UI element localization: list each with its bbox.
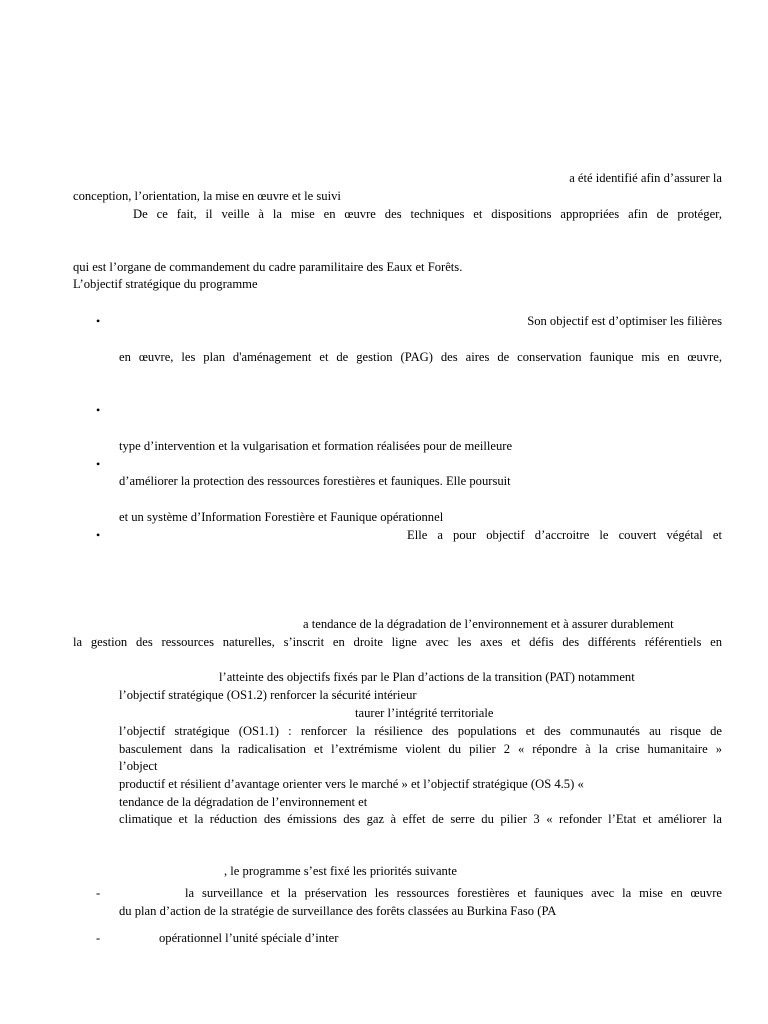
text-line: et un système d’Information Forestière et Faunique opérationnel <box>119 510 444 524</box>
text-line: la gestion des ressources naturelles, s’inscrit en droite ligne avec les axes et défis des différents référentiels en <box>73 635 722 649</box>
text-line: a tendance de la dégradation de l’environnement et à assurer durablement <box>303 617 674 631</box>
text-line: l’objectif stratégique (OS1.1) : renforcer la résilience des populations et des communautés au risque de <box>119 724 722 738</box>
text-line: climatique et la réduction des émissions des gaz à effet de serre du pilier 3 « refonder l’Etat et améliorer la <box>119 812 722 826</box>
bullet-marker: • <box>96 403 101 417</box>
text-line: De ce fait, il veille à la mise en œuvre des techniques et dispositions appropriées afin de protéger, <box>133 207 722 221</box>
text-line: tendance de la dégradation de l’environnement et <box>119 795 368 809</box>
text-line: opérationnel l’unité spéciale d’inter <box>159 931 339 945</box>
dash-marker: - <box>96 931 101 945</box>
bullet-marker: • <box>96 457 101 471</box>
bullet-marker: • <box>96 528 101 542</box>
text-line: conception, l’orientation, la mise en œuvre et le suivi <box>73 189 341 203</box>
text-line: basculement dans la radicalisation et l’extrémisme violent du pilier 2 « répondre à la crise humanitaire » <box>119 742 722 756</box>
bullet-marker: • <box>96 314 101 328</box>
text-line: , le programme s’est fixé les priorités suivante <box>224 864 457 878</box>
text-line: qui est l’organe de commandement du cadre paramilitaire des Eaux et Forêts. <box>73 260 463 274</box>
text-line: la surveillance et la préservation les ressources forestières et fauniques avec la mise en œuvre <box>185 886 722 900</box>
text-line: d’améliorer la protection des ressources forestières et fauniques. Elle poursuit <box>119 474 511 488</box>
text-line: l’atteinte des objectifs fixés par le Plan d’actions de la transition (PAT) notamment <box>219 670 635 684</box>
text-line: taurer l’intégrité territoriale <box>355 706 494 720</box>
text-line: a été identifié afin d’assurer la <box>569 171 722 185</box>
text-line: en œuvre, les plan d'aménagement et de gestion (PAG) des aires de conservation faunique mis en œuvre, <box>119 350 722 364</box>
text-line: type d’intervention et la vulgarisation et formation réalisées pour de meilleure <box>119 439 513 453</box>
text-line: Son objectif est d’optimiser les filières <box>527 314 722 328</box>
text-line: Elle a pour objectif d’accroitre le couvert végétal et <box>407 528 722 542</box>
dash-marker: - <box>96 886 101 900</box>
text-line: L’objectif stratégique du programme <box>73 277 258 291</box>
text-line: du plan d’action de la stratégie de surveillance des forêts classées au Burkina Faso (PA <box>119 904 557 918</box>
text-line: l’object <box>119 759 158 773</box>
text-line: l’objectif stratégique (OS1.2) renforcer la sécurité intérieur <box>119 688 417 702</box>
text-line: productif et résilient d’avantage orienter vers le marché » et l’objectif stratégique (OS 4.5) « <box>119 777 584 791</box>
